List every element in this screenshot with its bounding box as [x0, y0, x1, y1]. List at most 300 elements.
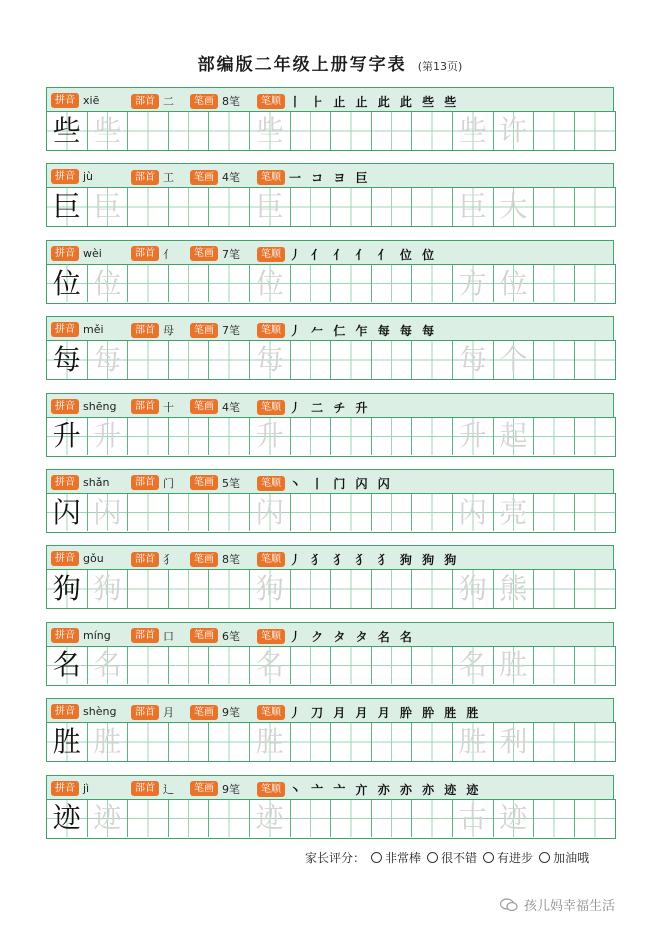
- trace-char: 名: [93, 648, 122, 682]
- radical-value: 门: [163, 476, 174, 490]
- grid-cell[interactable]: [534, 494, 575, 532]
- strokes-tag: 笔画: [190, 552, 218, 567]
- grid-cell[interactable]: [534, 570, 575, 608]
- strokes-tag: 笔画: [190, 399, 218, 414]
- grid-cell[interactable]: [169, 112, 210, 150]
- practice-grid: [46, 799, 616, 839]
- trace-word-char: 方: [458, 266, 487, 300]
- grid-cell[interactable]: [209, 341, 250, 379]
- rating-radio-1[interactable]: [371, 852, 382, 863]
- strokes-field: [190, 781, 240, 797]
- stroke-order-tag: 笔顺: [257, 552, 285, 567]
- grid-cell[interactable]: [494, 647, 535, 685]
- strokes-field: [190, 93, 240, 109]
- strokes-field: [190, 246, 240, 262]
- strokes-field: [190, 551, 240, 567]
- wechat-icon: [500, 898, 518, 912]
- title-row: [0, 50, 660, 75]
- grid-cell[interactable]: [575, 494, 616, 532]
- model-char: 些: [52, 113, 81, 147]
- model-char: 闪: [52, 495, 81, 529]
- grid-cell[interactable]: [291, 494, 332, 532]
- pinyin-field: [51, 704, 116, 719]
- model-char: 狗: [52, 572, 81, 606]
- pinyin-value: wèi: [83, 246, 102, 260]
- trace-word-char: 大: [499, 190, 528, 224]
- grid-cell[interactable]: [291, 723, 332, 761]
- stroke-order-field: [257, 399, 371, 416]
- grid-cell[interactable]: [494, 800, 535, 838]
- grid-cell[interactable]: [494, 418, 535, 456]
- pinyin-field: [51, 551, 104, 566]
- strokes-tag: 笔画: [190, 170, 218, 185]
- char-info-bar: [46, 698, 614, 722]
- grid-cell[interactable]: [169, 570, 210, 608]
- stroke-order-value: 一 コ ヨ 巨: [289, 171, 371, 186]
- model-char: 巨: [52, 190, 81, 224]
- radical-field: [131, 628, 174, 644]
- stroke-order-value: 丿 𠂉 仁 乍 每 每 每: [289, 324, 438, 339]
- char-block: [46, 240, 614, 316]
- grid-cell[interactable]: [331, 570, 372, 608]
- trace-word-char: 狗: [458, 572, 487, 606]
- trace-word-char: 许: [499, 113, 528, 147]
- strokes-tag: 笔画: [190, 705, 218, 720]
- grid-cell[interactable]: [128, 570, 169, 608]
- grid-cell[interactable]: [88, 570, 129, 608]
- model-char: 升: [52, 419, 81, 453]
- pinyin-value: měi: [83, 323, 104, 337]
- grid-cell[interactable]: [128, 647, 169, 685]
- radical-value: 辶: [163, 782, 174, 796]
- grid-cell[interactable]: [88, 800, 129, 838]
- grid-cell[interactable]: [250, 647, 291, 685]
- grid-cell[interactable]: [331, 800, 372, 838]
- grid-cell[interactable]: [453, 265, 494, 303]
- grid-cell[interactable]: [372, 570, 413, 608]
- grid-cell[interactable]: [575, 341, 616, 379]
- grid-cell[interactable]: [209, 570, 250, 608]
- grid-cell[interactable]: [412, 647, 453, 685]
- char-info-bar: [46, 393, 614, 417]
- grid-cell[interactable]: [494, 570, 535, 608]
- radical-field: [131, 322, 174, 338]
- char-block: [46, 622, 614, 698]
- trace-char: 每: [93, 342, 122, 376]
- strokes-tag: 笔画: [190, 246, 218, 261]
- model-char: 名: [52, 648, 81, 682]
- grid-cell[interactable]: [88, 265, 129, 303]
- trace-word-char: 胜: [499, 648, 528, 682]
- grid-cell[interactable]: [372, 800, 413, 838]
- grid-cell[interactable]: [372, 341, 413, 379]
- strokes-tag: 笔画: [190, 94, 218, 109]
- grid-cell[interactable]: [453, 341, 494, 379]
- pinyin-tag: 拼音: [51, 322, 79, 337]
- char-block: [46, 698, 614, 774]
- grid-cell[interactable]: [250, 188, 291, 226]
- strokes-field: [190, 704, 240, 720]
- pinyin-tag: 拼音: [51, 781, 79, 796]
- trace-word-char: 胜: [458, 724, 487, 758]
- grid-cell[interactable]: [47, 647, 88, 685]
- grid-cell[interactable]: [250, 265, 291, 303]
- grid-cell[interactable]: [128, 112, 169, 150]
- stroke-order-tag: 笔顺: [257, 247, 285, 262]
- grid-cell[interactable]: [209, 188, 250, 226]
- grid-cell[interactable]: [250, 800, 291, 838]
- grid-cell[interactable]: [412, 800, 453, 838]
- grid-cell[interactable]: [494, 188, 535, 226]
- rating-radio-2[interactable]: [427, 852, 438, 863]
- trace-char: 每: [255, 342, 284, 376]
- trace-char: 位: [93, 266, 122, 300]
- grid-cell[interactable]: [169, 647, 210, 685]
- grid-cell[interactable]: [88, 494, 129, 532]
- radical-value: 十: [163, 400, 174, 414]
- strokes-value: 6笔: [222, 629, 240, 643]
- strokes-value: 5笔: [222, 476, 240, 490]
- char-block: [46, 393, 614, 469]
- grid-cell[interactable]: [412, 341, 453, 379]
- stroke-order-field: [257, 551, 459, 568]
- grid-cell[interactable]: [291, 570, 332, 608]
- char-info-bar: [46, 775, 614, 799]
- radical-tag: 部首: [131, 399, 159, 414]
- grid-cell[interactable]: [534, 647, 575, 685]
- grid-cell[interactable]: [453, 188, 494, 226]
- trace-word-char: 位: [499, 266, 528, 300]
- grid-cell[interactable]: [291, 418, 332, 456]
- grid-cell[interactable]: [494, 341, 535, 379]
- grid-cell[interactable]: [250, 494, 291, 532]
- grid-cell[interactable]: [412, 112, 453, 150]
- pinyin-field: [51, 399, 116, 414]
- grid-cell[interactable]: [575, 723, 616, 761]
- grid-cell[interactable]: [128, 723, 169, 761]
- strokes-value: 8笔: [222, 553, 240, 567]
- pinyin-value: shǎn: [83, 475, 110, 489]
- parent-rating: [305, 849, 589, 866]
- trace-char: 升: [255, 419, 284, 453]
- char-block: [46, 469, 614, 545]
- char-info-bar: [46, 622, 614, 646]
- grid-cell[interactable]: [575, 188, 616, 226]
- pinyin-tag: 拼音: [51, 551, 79, 566]
- trace-word-char: 起: [499, 419, 528, 453]
- grid-cell[interactable]: [453, 647, 494, 685]
- grid-cell[interactable]: [47, 341, 88, 379]
- practice-grid: [46, 569, 616, 609]
- grid-cell[interactable]: [209, 494, 250, 532]
- radical-field: [131, 781, 174, 797]
- trace-char: 巨: [255, 190, 284, 224]
- trace-char: 迹: [93, 801, 122, 835]
- stroke-order-value: 丿 二 チ 升: [289, 400, 371, 415]
- grid-cell[interactable]: [47, 570, 88, 608]
- grid-cell[interactable]: [209, 723, 250, 761]
- grid-cell[interactable]: [209, 800, 250, 838]
- trace-word-char: 古: [458, 801, 487, 835]
- char-info-bar: [46, 163, 614, 187]
- grid-cell[interactable]: [331, 188, 372, 226]
- grid-cell[interactable]: [169, 341, 210, 379]
- stroke-order-value: 丨 ⺊ 止 止 此 此 些 些: [289, 95, 460, 109]
- grid-cell[interactable]: [209, 418, 250, 456]
- grid-cell[interactable]: [331, 647, 372, 685]
- grid-cell[interactable]: [412, 418, 453, 456]
- grid-cell[interactable]: [372, 418, 413, 456]
- grid-cell[interactable]: [250, 418, 291, 456]
- grid-cell[interactable]: [128, 418, 169, 456]
- grid-cell[interactable]: [128, 265, 169, 303]
- grid-cell[interactable]: [169, 800, 210, 838]
- pinyin-field: [51, 475, 109, 490]
- grid-cell[interactable]: [47, 418, 88, 456]
- strokes-tag: 笔画: [190, 781, 218, 796]
- rating-option-4: 加油哦: [553, 851, 590, 865]
- grid-cell[interactable]: [453, 800, 494, 838]
- trace-char: 狗: [255, 572, 284, 606]
- rating-option-2: 很不错: [441, 851, 478, 865]
- radical-value: 母: [163, 324, 174, 338]
- strokes-value: 9笔: [222, 706, 240, 720]
- grid-cell[interactable]: [291, 341, 332, 379]
- grid-cell[interactable]: [88, 112, 129, 150]
- grid-cell[interactable]: [250, 112, 291, 150]
- pinyin-field: [51, 781, 89, 796]
- radical-tag: 部首: [131, 246, 159, 261]
- grid-cell[interactable]: [291, 112, 332, 150]
- grid-cell[interactable]: [291, 647, 332, 685]
- model-char: 胜: [52, 724, 81, 758]
- trace-char: 些: [255, 113, 284, 147]
- grid-cell[interactable]: [291, 188, 332, 226]
- stroke-order-value: 丿 ク タ タ 名 名: [289, 629, 415, 644]
- grid-cell[interactable]: [169, 188, 210, 226]
- grid-cell[interactable]: [494, 723, 535, 761]
- pinyin-value: jì: [83, 781, 90, 795]
- char-info-bar: [46, 87, 614, 111]
- grid-cell[interactable]: [291, 265, 332, 303]
- trace-word-char: 亮: [499, 495, 528, 529]
- trace-word-char: 巨: [458, 190, 487, 224]
- radical-tag: 部首: [131, 170, 159, 185]
- stroke-order-value: 丿 犭 犭 犭 犭 狗 狗 狗: [289, 553, 460, 568]
- grid-cell[interactable]: [169, 494, 210, 532]
- strokes-field: [190, 322, 240, 338]
- grid-cell[interactable]: [534, 418, 575, 456]
- grid-cell[interactable]: [47, 800, 88, 838]
- radical-tag: 部首: [131, 628, 159, 643]
- grid-cell[interactable]: [453, 494, 494, 532]
- trace-char: 闪: [255, 495, 284, 529]
- strokes-field: [190, 475, 240, 491]
- grid-cell[interactable]: [47, 112, 88, 150]
- pinyin-tag: 拼音: [51, 169, 79, 184]
- pinyin-tag: 拼音: [51, 399, 79, 414]
- grid-cell[interactable]: [331, 341, 372, 379]
- grid-cell[interactable]: [331, 494, 372, 532]
- stroke-order-field: [257, 781, 481, 798]
- grid-cell[interactable]: [250, 570, 291, 608]
- grid-cell[interactable]: [494, 494, 535, 532]
- grid-cell[interactable]: [128, 800, 169, 838]
- stroke-order-value: 丿 亻 亻 亻 亻 位 位: [289, 247, 438, 262]
- grid-cell[interactable]: [128, 494, 169, 532]
- grid-cell[interactable]: [534, 723, 575, 761]
- rating-radio-4[interactable]: [539, 852, 550, 863]
- grid-cell[interactable]: [494, 265, 535, 303]
- char-info-bar: [46, 316, 614, 340]
- grid-cell[interactable]: [534, 265, 575, 303]
- grid-cell[interactable]: [47, 723, 88, 761]
- stroke-order-value: 丿 刀 月 月 月 肸 肸 胜 胜: [289, 706, 482, 721]
- stroke-order-tag: 笔顺: [257, 782, 285, 797]
- grid-cell[interactable]: [494, 112, 535, 150]
- strokes-field: [190, 399, 240, 415]
- trace-word-char: 每: [458, 342, 487, 376]
- grid-cell[interactable]: [372, 265, 413, 303]
- strokes-value: 4笔: [222, 400, 240, 414]
- grid-cell[interactable]: [575, 800, 616, 838]
- grid-cell[interactable]: [453, 723, 494, 761]
- radical-field: [131, 704, 174, 720]
- pinyin-field: [51, 628, 111, 643]
- stroke-order-tag: 笔顺: [257, 476, 285, 491]
- strokes-tag: 笔画: [190, 475, 218, 490]
- stroke-order-tag: 笔顺: [257, 323, 285, 338]
- grid-cell[interactable]: [331, 265, 372, 303]
- grid-cell[interactable]: [453, 112, 494, 150]
- grid-cell[interactable]: [47, 188, 88, 226]
- radical-tag: 部首: [131, 552, 159, 567]
- grid-cell[interactable]: [372, 112, 413, 150]
- model-char: 位: [52, 266, 81, 300]
- stroke-order-value: 丶 丨 门 闪 闪: [289, 476, 393, 491]
- rating-radio-3[interactable]: [483, 852, 494, 863]
- grid-cell[interactable]: [412, 494, 453, 532]
- grid-cell[interactable]: [412, 570, 453, 608]
- practice-grid: [46, 264, 616, 304]
- grid-cell[interactable]: [372, 723, 413, 761]
- practice-grid: [46, 111, 616, 151]
- grid-cell[interactable]: [88, 341, 129, 379]
- grid-cell[interactable]: [128, 341, 169, 379]
- grid-cell[interactable]: [209, 265, 250, 303]
- strokes-value: 8笔: [222, 95, 240, 108]
- radical-tag: 部首: [131, 475, 159, 490]
- grid-cell[interactable]: [88, 418, 129, 456]
- grid-cell[interactable]: [372, 647, 413, 685]
- pinyin-value: jù: [83, 170, 94, 184]
- radical-field: [131, 169, 174, 185]
- char-info-bar: [46, 469, 614, 493]
- grid-cell[interactable]: [128, 188, 169, 226]
- grid-cell[interactable]: [534, 341, 575, 379]
- stroke-order-tag: 笔顺: [257, 629, 285, 644]
- grid-cell[interactable]: [209, 112, 250, 150]
- grid-cell[interactable]: [47, 494, 88, 532]
- grid-cell[interactable]: [372, 494, 413, 532]
- grid-cell[interactable]: [412, 188, 453, 226]
- grid-cell[interactable]: [47, 265, 88, 303]
- radical-value: 口: [163, 629, 174, 643]
- stroke-order-field: [257, 169, 371, 186]
- page-title: 部编版二年级上册写字表: [197, 55, 407, 75]
- grid-cell[interactable]: [88, 647, 129, 685]
- stroke-order-tag: 笔顺: [257, 170, 285, 185]
- char-block: [46, 545, 614, 621]
- grid-cell[interactable]: [575, 418, 616, 456]
- practice-grid: [46, 340, 616, 380]
- grid-cell[interactable]: [453, 570, 494, 608]
- trace-word-char: 些: [458, 113, 487, 147]
- radical-field: [131, 551, 174, 567]
- grid-cell[interactable]: [534, 188, 575, 226]
- radical-value: 亻: [163, 247, 174, 261]
- trace-char: 迹: [255, 801, 284, 835]
- radical-tag: 部首: [131, 323, 159, 338]
- grid-cell[interactable]: [331, 418, 372, 456]
- grid-cell[interactable]: [575, 112, 616, 150]
- stroke-order-tag: 笔顺: [257, 400, 285, 415]
- grid-cell[interactable]: [412, 265, 453, 303]
- radical-value: 工: [163, 171, 174, 185]
- pinyin-value: xiē: [83, 94, 100, 107]
- pinyin-tag: 拼音: [51, 93, 79, 108]
- grid-cell[interactable]: [534, 112, 575, 150]
- grid-cell[interactable]: [372, 188, 413, 226]
- grid-cell[interactable]: [453, 418, 494, 456]
- grid-cell[interactable]: [331, 723, 372, 761]
- stroke-order-tag: 笔顺: [257, 705, 285, 720]
- writing-sheet: [46, 87, 614, 851]
- grid-cell[interactable]: [250, 723, 291, 761]
- trace-char: 巨: [93, 190, 122, 224]
- pinyin-tag: 拼音: [51, 475, 79, 490]
- trace-word-char: 迹: [499, 801, 528, 835]
- practice-grid: [46, 417, 616, 457]
- grid-cell[interactable]: [575, 265, 616, 303]
- strokes-field: [190, 628, 240, 644]
- trace-char: 闪: [93, 495, 122, 529]
- grid-cell[interactable]: [534, 800, 575, 838]
- grid-cell[interactable]: [575, 570, 616, 608]
- char-block: [46, 316, 614, 392]
- grid-cell[interactable]: [169, 723, 210, 761]
- grid-cell[interactable]: [88, 188, 129, 226]
- trace-char: 位: [255, 266, 284, 300]
- grid-cell[interactable]: [209, 647, 250, 685]
- grid-cell[interactable]: [88, 723, 129, 761]
- grid-cell[interactable]: [291, 800, 332, 838]
- trace-word-char: 名: [458, 648, 487, 682]
- strokes-value: 7笔: [222, 247, 240, 261]
- grid-cell[interactable]: [331, 112, 372, 150]
- page-number: (第13页): [417, 60, 463, 73]
- grid-cell[interactable]: [575, 647, 616, 685]
- strokes-value: 7笔: [222, 324, 240, 338]
- char-info-bar: [46, 240, 614, 264]
- trace-char: 狗: [93, 572, 122, 606]
- grid-cell[interactable]: [169, 418, 210, 456]
- grid-cell[interactable]: [169, 265, 210, 303]
- grid-cell[interactable]: [412, 723, 453, 761]
- pinyin-value: shèng: [83, 705, 117, 719]
- grid-cell[interactable]: [250, 341, 291, 379]
- trace-char: 些: [93, 113, 122, 147]
